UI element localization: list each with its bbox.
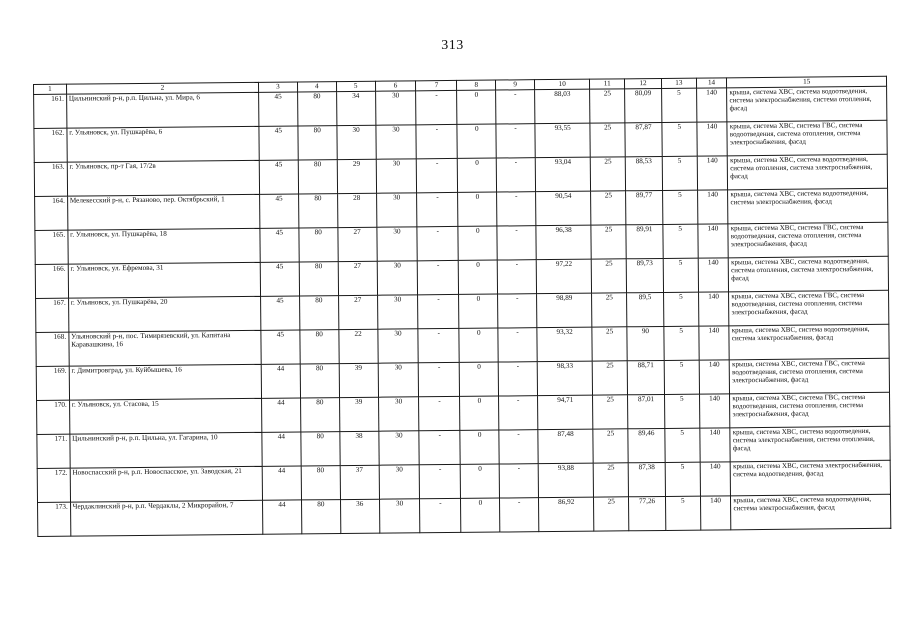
cell-col-14: 140 (698, 224, 729, 258)
cell-col-13: 5 (661, 88, 696, 122)
cell-col-10: 87,48 (538, 429, 594, 464)
building-address: Ульяновский р-н, пос. Тимирязевский, ул. Капитана Каравашкина, 16 (69, 330, 262, 366)
repair-works: крыша, система ХВС, система ГВС, система водоотведения, система отопления, система электроснабжения, фасад (730, 392, 890, 428)
cell-col-13: 5 (665, 462, 700, 496)
row-number: 165. (35, 230, 68, 264)
cell-col-8: 0 (460, 396, 499, 430)
cell-col-7: - (420, 498, 461, 532)
cell-col-3: 45 (261, 296, 300, 330)
cell-col-8: 0 (458, 192, 497, 226)
cell-col-14: 140 (697, 190, 728, 224)
cell-col-4: 80 (301, 432, 340, 466)
cell-col-3: 44 (262, 466, 301, 500)
column-number: 14 (696, 78, 727, 88)
cell-col-3: 45 (260, 262, 299, 296)
cell-col-9: - (499, 464, 538, 498)
cell-col-9: - (496, 90, 535, 124)
cell-col-3: 44 (262, 432, 301, 466)
cell-col-3: 44 (263, 500, 302, 534)
cell-col-10: 93,04 (535, 157, 591, 192)
building-address: г. Ульяновск, пр-т Гая, 17/2в (67, 160, 260, 196)
cell-col-14: 140 (698, 258, 729, 292)
cell-col-12: 89,73 (626, 258, 663, 292)
cell-col-6: 30 (375, 125, 416, 159)
cell-col-8: 0 (457, 124, 496, 158)
cell-col-14: 140 (697, 156, 728, 190)
cell-col-3: 45 (259, 126, 298, 160)
repair-works: крыша, система ХВС, система водоотведения, система электроснабжения, фасад (728, 188, 888, 224)
cell-col-13: 5 (665, 428, 700, 462)
cell-col-8: 0 (458, 158, 497, 192)
cell-col-14: 140 (700, 496, 731, 530)
cell-col-13: 5 (663, 224, 698, 258)
cell-col-7: - (419, 430, 460, 464)
cell-col-13: 5 (664, 326, 699, 360)
scanned-page (33, 76, 891, 537)
cell-col-5: 28 (337, 193, 376, 227)
cell-col-11: 25 (593, 463, 628, 497)
cell-col-11: 25 (590, 89, 625, 123)
cell-col-13: 5 (665, 496, 700, 530)
cell-col-14: 140 (698, 292, 729, 326)
cell-col-9: - (497, 226, 536, 260)
cell-col-7: - (420, 464, 461, 498)
column-number: 7 (416, 80, 457, 90)
cell-col-9: - (496, 124, 535, 158)
cell-col-12: 88,53 (625, 156, 662, 190)
cell-col-12: 90 (627, 326, 664, 360)
cell-col-12: 87,87 (625, 122, 662, 156)
cell-col-7: - (418, 260, 459, 294)
column-number: 1 (34, 84, 67, 94)
cell-col-11: 25 (592, 259, 627, 293)
cell-col-4: 80 (301, 500, 340, 534)
cell-col-12: 88,71 (627, 360, 664, 394)
cell-col-11: 25 (591, 191, 626, 225)
cell-col-13: 5 (663, 258, 698, 292)
cell-col-7: - (417, 192, 458, 226)
cell-col-11: 25 (592, 293, 627, 327)
cell-col-7: - (416, 124, 457, 158)
building-address: г. Ульяновск, ул. Пушкарёва, 18 (68, 228, 261, 264)
cell-col-11: 25 (591, 225, 626, 259)
building-address: Цильнинский р-н, р.п. Цильна, ул. Гагарина, 10 (70, 432, 263, 468)
building-address: г. Ульяновск, ул. Пушкарёва, 20 (68, 296, 261, 332)
cell-col-5: 38 (340, 431, 379, 465)
building-address: Цильнинский р-н, р.п. Цильна, ул. Мира, 6 (66, 92, 259, 128)
cell-col-5: 27 (338, 261, 377, 295)
repair-works: крыша, система ХВС, система водоотведения, система электроснабжения, фасад (729, 324, 889, 360)
cell-col-9: - (498, 328, 537, 362)
building-address: Чердаклинский р-н, р.п. Чердаклы, 2 Микрорайон, 7 (70, 500, 263, 536)
cell-col-6: 30 (376, 159, 417, 193)
cell-col-10: 88,03 (535, 89, 591, 124)
cell-col-11: 25 (592, 327, 627, 361)
cell-col-13: 5 (663, 292, 698, 326)
cell-col-12: 89,5 (627, 292, 664, 326)
row-number: 163. (34, 162, 67, 196)
cell-col-14: 140 (700, 462, 731, 496)
cell-col-13: 5 (662, 190, 697, 224)
cell-col-9: - (500, 498, 539, 532)
cell-col-9: - (498, 362, 537, 396)
cell-col-4: 80 (299, 228, 338, 262)
registry-table (33, 76, 891, 537)
cell-col-10: 93,88 (538, 463, 594, 498)
cell-col-5: 29 (337, 159, 376, 193)
cell-col-8: 0 (459, 328, 498, 362)
cell-col-12: 89,46 (628, 428, 665, 462)
cell-col-5: 27 (338, 227, 377, 261)
row-number: 166. (35, 264, 68, 298)
column-number: 12 (625, 78, 662, 88)
cell-col-5: 30 (337, 125, 376, 159)
cell-col-14: 140 (696, 88, 727, 122)
cell-col-11: 25 (590, 123, 625, 157)
cell-col-12: 87,38 (628, 462, 665, 496)
cell-col-7: - (419, 362, 460, 396)
cell-col-12: 89,91 (626, 224, 663, 258)
cell-col-7: - (419, 396, 460, 430)
cell-col-10: 93,55 (535, 123, 591, 158)
cell-col-12: 87,01 (628, 394, 665, 428)
cell-col-5: 39 (339, 363, 378, 397)
cell-col-13: 5 (662, 122, 697, 156)
cell-col-7: - (418, 328, 459, 362)
cell-col-10: 94,71 (538, 395, 594, 430)
cell-col-13: 5 (662, 156, 697, 190)
cell-col-6: 30 (377, 329, 418, 363)
cell-col-11: 25 (593, 429, 628, 463)
cell-col-14: 140 (700, 428, 731, 462)
column-number: 13 (661, 78, 696, 88)
building-address: Новоспасский р-н, р.п. Новоспасское, ул. Заводская, 21 (70, 466, 263, 502)
cell-col-8: 0 (458, 226, 497, 260)
cell-col-10: 86,92 (539, 497, 595, 532)
repair-works: крыша, система ХВС, система водоотведения, система электроснабжения, система отопления, фасад (730, 426, 890, 462)
repair-works: крыша, система ХВС, система ГВС, система водоотведения, система отопления, система электроснабжения, фасад (728, 222, 888, 258)
cell-col-6: 30 (376, 227, 417, 261)
cell-col-11: 25 (591, 157, 626, 191)
cell-col-3: 45 (259, 160, 298, 194)
cell-col-8: 0 (461, 498, 500, 532)
cell-col-13: 5 (664, 360, 699, 394)
cell-col-8: 0 (461, 464, 500, 498)
cell-col-7: - (417, 226, 458, 260)
cell-col-6: 30 (379, 499, 420, 533)
column-number: 15 (727, 76, 887, 88)
cell-col-14: 140 (699, 326, 730, 360)
row-number: 162. (34, 128, 67, 162)
cell-col-6: 30 (378, 363, 419, 397)
cell-col-4: 80 (298, 126, 337, 160)
cell-col-9: - (496, 158, 535, 192)
cell-col-6: 30 (375, 91, 416, 125)
building-address: г. Ульяновск, ул. Пушкарёва, 6 (67, 126, 260, 162)
cell-col-4: 80 (299, 262, 338, 296)
column-number: 2 (66, 82, 258, 94)
cell-col-6: 30 (378, 397, 419, 431)
cell-col-3: 44 (261, 364, 300, 398)
cell-col-4: 80 (298, 160, 337, 194)
cell-col-7: - (418, 294, 459, 328)
cell-col-9: - (498, 294, 537, 328)
cell-col-4: 80 (299, 296, 338, 330)
cell-col-3: 45 (260, 194, 299, 228)
column-number: 5 (336, 81, 375, 91)
cell-col-3: 44 (262, 398, 301, 432)
cell-col-7: - (416, 90, 457, 124)
cell-col-8: 0 (457, 90, 496, 124)
row-number: 172. (37, 468, 70, 502)
column-number: 11 (590, 79, 625, 89)
cell-col-9: - (499, 430, 538, 464)
table-body (34, 86, 891, 536)
cell-col-4: 80 (300, 330, 339, 364)
column-number: 9 (496, 80, 535, 90)
cell-col-12: 77,26 (629, 496, 666, 530)
cell-col-6: 30 (376, 193, 417, 227)
cell-col-5: 36 (340, 499, 379, 533)
building-address: Мелекесский р-н, с. Рязаново, пер. Октябрьский, 1 (67, 194, 260, 230)
row-number: 161. (34, 94, 67, 128)
cell-col-5: 27 (338, 295, 377, 329)
column-number: 10 (535, 79, 590, 90)
cell-col-13: 5 (664, 394, 699, 428)
cell-col-8: 0 (460, 362, 499, 396)
cell-col-4: 80 (300, 398, 339, 432)
cell-col-5: 39 (339, 397, 378, 431)
cell-col-12: 89,77 (626, 190, 663, 224)
row-number: 173. (38, 502, 71, 536)
cell-col-8: 0 (459, 260, 498, 294)
cell-col-14: 140 (699, 394, 730, 428)
cell-col-14: 140 (697, 122, 728, 156)
row-number: 171. (37, 434, 70, 468)
cell-col-10: 98,33 (537, 361, 593, 396)
building-address: г. Ульяновск, ул. Ефремова, 31 (68, 262, 261, 298)
repair-works: крыша, система ХВС, система водоотведения, система электроснабжения, фасад (731, 494, 891, 530)
building-address: г. Ульяновск, ул. Стасова, 15 (69, 398, 262, 434)
cell-col-8: 0 (459, 294, 498, 328)
cell-col-10: 90,54 (536, 191, 592, 226)
cell-col-6: 30 (377, 261, 418, 295)
column-number: 6 (375, 81, 416, 91)
cell-col-9: - (497, 192, 536, 226)
cell-col-7: - (417, 158, 458, 192)
column-number: 8 (457, 80, 496, 90)
repair-works: крыша, система ХВС, система ГВС, система водоотведения, система отопления, система электроснабжения, фасад (727, 120, 887, 156)
cell-col-6: 30 (378, 431, 419, 465)
cell-col-5: 22 (339, 329, 378, 363)
cell-col-4: 80 (300, 364, 339, 398)
row-number: 170. (37, 400, 70, 434)
cell-col-12: 80,09 (625, 88, 662, 122)
cell-col-4: 80 (301, 466, 340, 500)
cell-col-11: 25 (593, 395, 628, 429)
cell-col-4: 80 (297, 92, 336, 126)
cell-col-10: 96,38 (536, 225, 592, 260)
cell-col-3: 45 (260, 228, 299, 262)
page-number: 313 (441, 38, 464, 53)
cell-col-11: 25 (594, 497, 629, 531)
cell-col-8: 0 (460, 430, 499, 464)
cell-col-5: 37 (340, 465, 379, 499)
cell-col-10: 93,32 (537, 327, 593, 362)
repair-works: крыша, система ХВС, система водоотведения, система отопления, система электроснабжения, фасад (729, 256, 889, 292)
row-number: 164. (35, 196, 68, 230)
repair-works: крыша, система ХВС, система электроснабжения, система водоотведения, фасад (731, 460, 891, 496)
repair-works: крыша, система ХВС, система водоотведения, система отопления, система электроснабжения, фасад (728, 154, 888, 190)
cell-col-14: 140 (699, 360, 730, 394)
cell-col-10: 98,89 (537, 293, 593, 328)
column-number: 3 (258, 82, 297, 92)
cell-col-10: 97,22 (536, 259, 592, 294)
cell-col-4: 80 (298, 194, 337, 228)
cell-col-3: 45 (259, 92, 298, 126)
table-row (38, 494, 891, 536)
cell-col-3: 45 (261, 330, 300, 364)
cell-col-5: 34 (336, 91, 375, 125)
repair-works: крыша, система ХВС, система водоотведения, система электроснабжения, система отопления, фасад (727, 86, 887, 122)
cell-col-6: 30 (379, 465, 420, 499)
repair-works: крыша, система ХВС, система ГВС, система водоотведения, система отопления, система электроснабжения, фасад (730, 358, 890, 394)
row-number: 167. (36, 298, 69, 332)
row-number: 168. (36, 332, 69, 366)
building-address: г. Димитровград, ул. Куйбышева, 16 (69, 364, 262, 400)
repair-works: крыша, система ХВС, система ГВС, система водоотведения, система отопления, система электроснабжения, фасад (729, 290, 889, 326)
cell-col-9: - (499, 396, 538, 430)
cell-col-6: 30 (377, 295, 418, 329)
cell-col-11: 25 (593, 361, 628, 395)
row-number: 169. (36, 366, 69, 400)
cell-col-9: - (497, 260, 536, 294)
column-number: 4 (297, 82, 336, 92)
